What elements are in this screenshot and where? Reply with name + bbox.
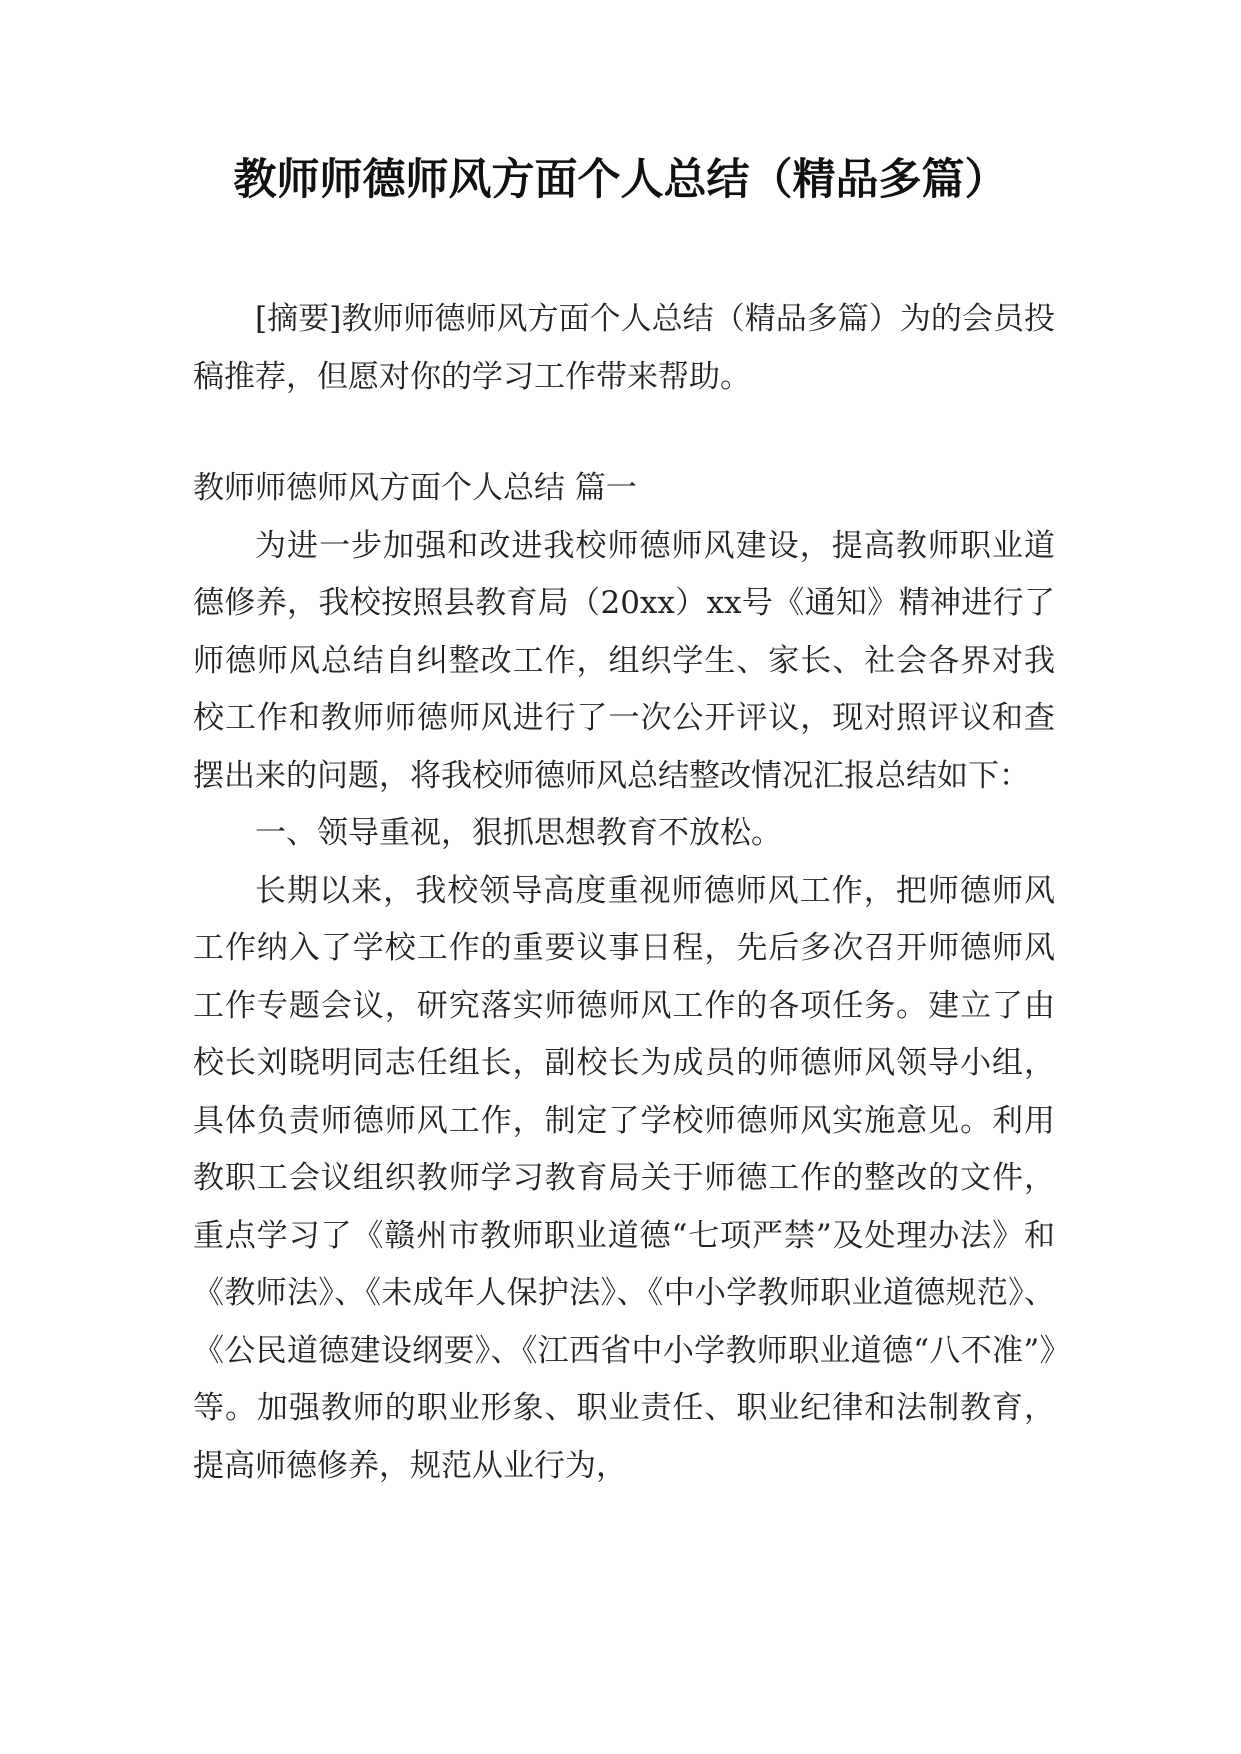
section-heading: 教师师德师风方面个人总结 篇一 <box>193 470 637 506</box>
body-paragraph: 为进一步加强和改进我校师德师风建设，提高教师职业道德修养，我校按照县教育局（20xx）xx号《通知》精神进行了师德师风总结自纠整改工作，组织学生、家长、社会各界对我校工作和教师师德师风进行了一次公开评议，现对照评议和查摆出来的问题，将我校师德师风总结整改情况汇报总结如下： <box>193 527 1055 794</box>
body-paragraph: 长期以来，我校领导高度重视师德师风工作，把师德师风工作纳入了学校工作的重要议事日程，先后多次召开师德师风工作专题会议，研究落实师德师风工作的各项任务。建立了由校长刘晓明同志任组长，副校长为成员的师德师风领导小组，具体负责师德师风工作，制定了学校师德师风实施意见。利用教职工会议组织教师学习教育局关于师德工作的整改的文件，重点学习了《赣州市教师职业道德“七项严禁”及处理办法》和《教师法》、《未成年人保护法》、《中小学教师职业道德规范》、《公民道德建设纲要》、《江西省中小学教师职业道德“八不准”》等。加强教师的职业形象、职业责任、职业纪律和法制教育，提高师德修养，规范从业行为， <box>193 872 1055 1484</box>
abstract-paragraph: [摘要]教师师德师风方面个人总结（精品多篇）为的会员投稿推荐，但愿对你的学习工作带来帮助。 <box>193 301 1055 395</box>
body-paragraph: 一、领导重视，狠抓思想教育不放松。 <box>255 815 782 851</box>
document-title: 教师师德师风方面个人总结（精品多篇） <box>233 155 1008 205</box>
article-body <box>193 460 1055 1495</box>
